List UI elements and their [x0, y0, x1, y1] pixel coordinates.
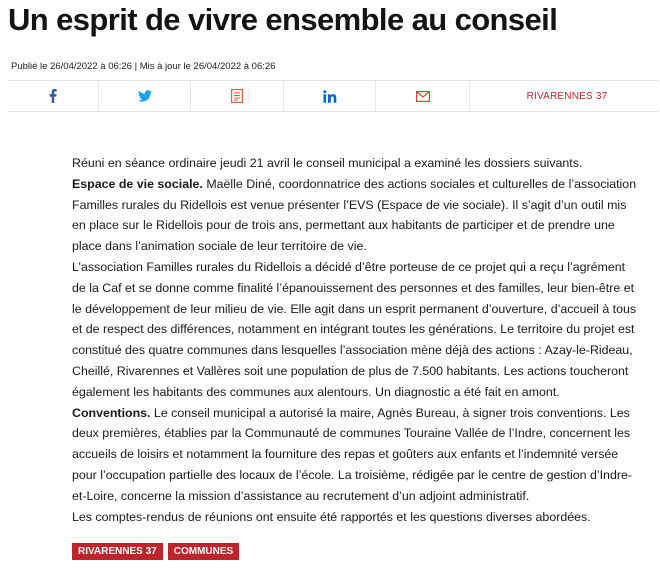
article-title: Un esprit de vivre ensemble au conseil [8, 2, 558, 37]
twitter-icon [138, 90, 152, 102]
paragraph-association: L’association Familles rurales du Ridellois a décidé d’être porteuse de ce projet qui a reçu l’agrément de la Caf et se donne comme finalité l’épanouissement des personnes et des familles, leur bien-être et le développement de leur milieu de vie. Elle agit dans un esprit permanent d’ouverture, d’accueil à tous et de respect des différences, notamment en intégrant toutes les générations. Le territoire du projet est constitué des quatre communes dans lesquelles l’association mène déjà des actions : Azay-le-Rideau, Cheillé, Rivarennes et Vallères soit une population de plus de 7.500 habitants. Les actions toucheront également les habitants des communes aux alentours. Un diagnostic a été fait en amont. [72, 259, 637, 399]
section-heading: Conventions. [72, 405, 151, 420]
email-share-button[interactable] [376, 81, 470, 111]
print-button[interactable] [191, 81, 284, 111]
paragraph-text: Maëlle Diné, coordonnatrice des actions sociales et culturelles de l’association Familles rurales du Ridellois est venue présenter l’EVS (Espace de vie sociale). Il s’agit d’un outil mis en place sur le Ridellois pour de trois ans, permettant aux habitants de participer et de prendre une place dans l’animation sociale de leur territoire de vie. [72, 176, 637, 254]
facebook-icon [49, 89, 57, 103]
tag-rivarennes-37[interactable]: RIVARENNES 37 [72, 543, 163, 560]
tag-communes[interactable]: COMMUNES [168, 543, 239, 560]
section-heading: Espace de vie sociale. [72, 176, 203, 191]
article-body [72, 153, 638, 527]
intro-paragraph: Réuni en séance ordinaire jeudi 21 avril le conseil municipal a examiné les dossiers suivants. [72, 156, 583, 170]
facebook-share-button[interactable] [8, 81, 99, 111]
closing-paragraph: Les comptes-rendus de réunions ont ensuite été rapportés et les questions diverses abordées. [72, 509, 591, 524]
twitter-share-button[interactable] [99, 81, 191, 111]
print-icon [231, 89, 243, 103]
email-icon [416, 91, 430, 102]
site-tag-link[interactable] [470, 81, 660, 111]
paragraph-conventions [72, 403, 638, 507]
share-bar [8, 80, 659, 112]
site-tag-label: RIVARENNES 37 [526, 90, 608, 102]
linkedin-icon [323, 90, 337, 103]
paragraph-text: Le conseil municipal a autorisé la maire, Agnès Bureau, à signer trois conventions. Les deux premières, établies par la Communauté de communes Touraine Vallée de l’Indre, concernent les accueils de loisirs et notamment la fourniture des repas et goûters aux enfants et l’indemnité versée pour l’occupation partielle des locaux de l’école. La troisième, rédigée par le centre de gestion d’Indre-et-Loire, concerne la mission d’assistance au recrutement d’un adjoint administratif. [72, 405, 632, 503]
publication-meta: Publié le 26/04/2022 à 06:26 | Mis à jour le 26/04/2022 à 06:26 [11, 61, 276, 72]
paragraph-espace-de-vie-sociale [72, 174, 638, 257]
tag-list [72, 543, 239, 560]
linkedin-share-button[interactable] [284, 81, 376, 111]
